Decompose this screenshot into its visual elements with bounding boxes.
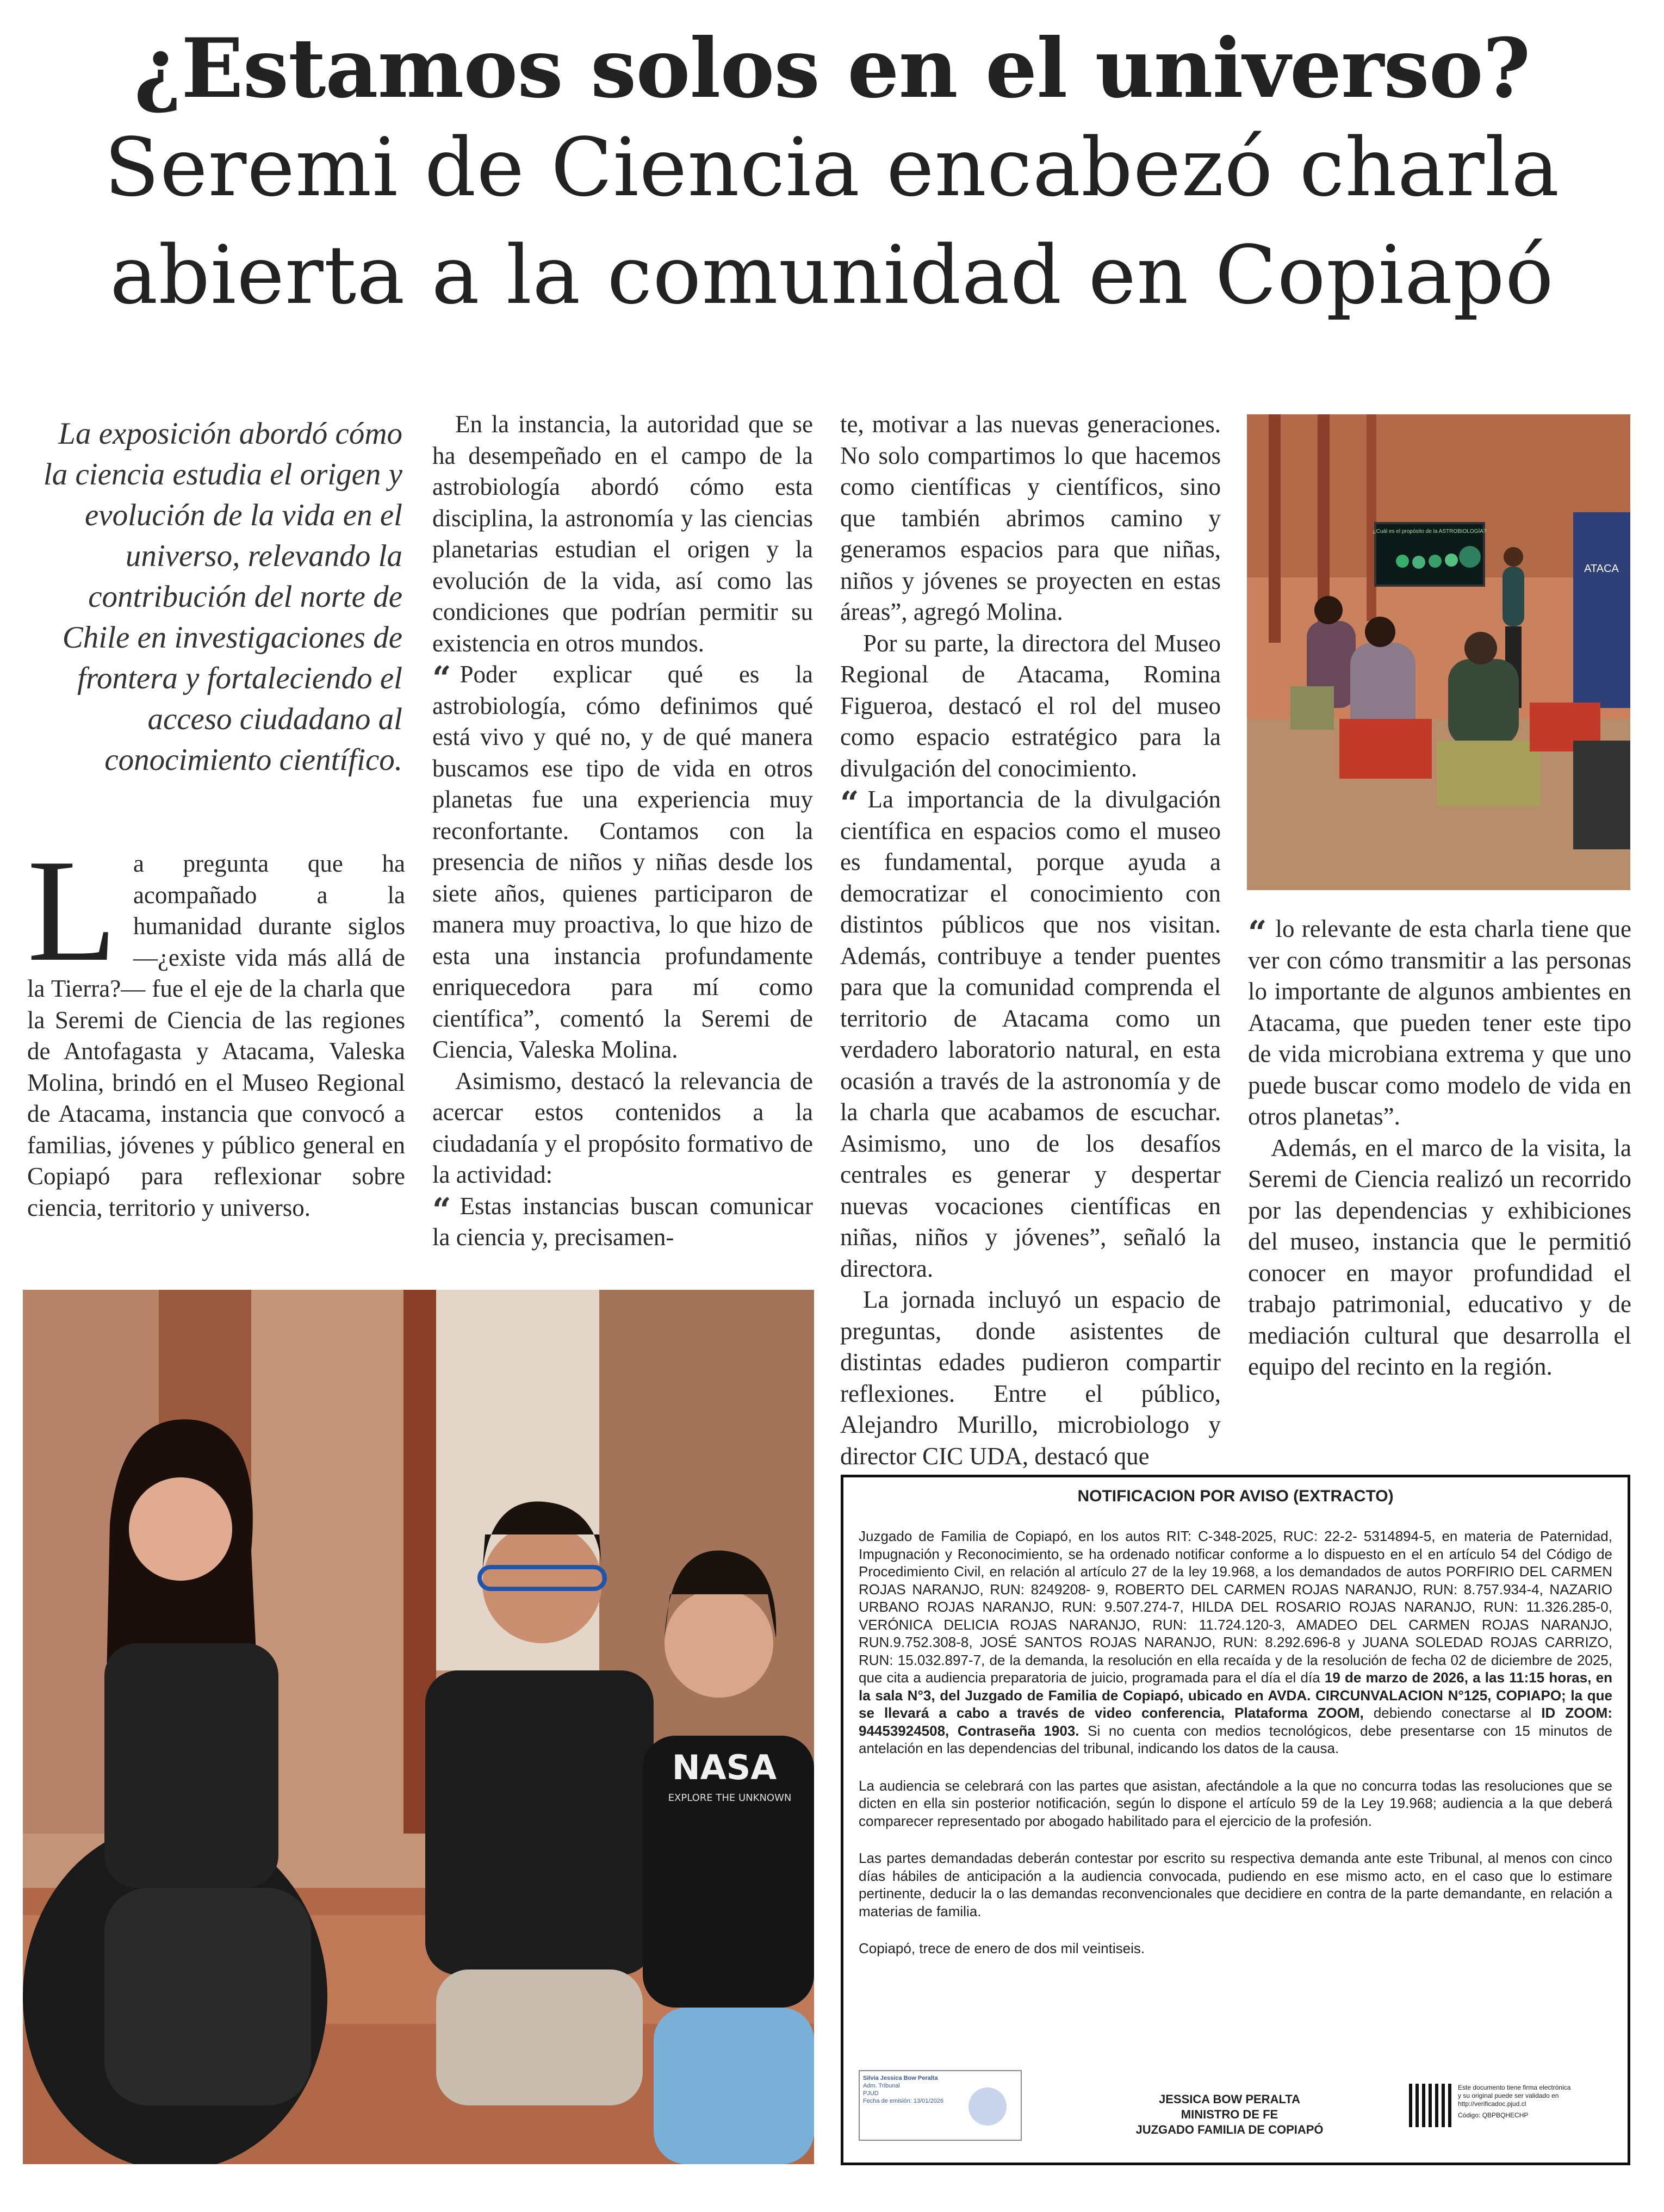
notice-p1-c: debiendo conectarse al bbox=[1373, 1705, 1532, 1721]
quote-mark-icon: “ bbox=[1248, 914, 1267, 952]
shirt-subtext: EXPLORE THE UNKNOWN bbox=[668, 1792, 792, 1804]
col4-quote: lo relevante de esta charla tiene que ver con cómo transmitir a las personas lo importante de algunos ambientes en Atacama, que pueden tener este tipo de vida microbiana extrema y que uno puede buscar como modelo de vida en otros planetas”. bbox=[1248, 915, 1631, 1130]
banner-text: ATACA bbox=[1584, 563, 1619, 575]
stamp-org: PJUD bbox=[863, 2090, 879, 2097]
col4-paragraph: Además, en el marco de la visita, la Seremi de Ciencia realizó un recorrido por las dependencias y exhibiciones del museo, instancia que le permitió conocer en mayor profundidad el trabajo patrimonial, educativo y de mediación cultural que desarrolla el equipo del recinto en la región. bbox=[1248, 1134, 1631, 1380]
col3-paragraph-2: La jornada incluyó un espacio de preguntas, donde asistentes de distintas edades pudieron compartir reflexiones. Entre el público, Alejandro Murillo, microbiologo y director CIC UDA, destacó que bbox=[840, 1286, 1221, 1470]
electronic-stamp bbox=[859, 2070, 1022, 2141]
notice-p1-e: Si no cuenta con medios tecnológicos, debe presentarse con 15 minutos de antelación en las dependencias del tribunal, indicando los datos de la causa. bbox=[859, 1722, 1612, 1756]
notice-paragraph-1 bbox=[859, 1527, 1612, 1757]
notice-paragraph-2: La audiencia se celebrará con las partes que asistan, afectándole a la que no concurra todas las resoluciones que se dicten en ella sin posterior notificación, según lo dispone el artículo 59 de la Ley 19.968; audiencia a la que deberá comparecer representado por abogado habilitado para el ejercicio de la profesión. bbox=[859, 1777, 1612, 1829]
drop-cap: L bbox=[27, 829, 117, 992]
headline-line1: ¿Estamos solos en el universo? bbox=[134, 21, 1530, 116]
notice-p1-a: Juzgado de Familia de Copiapó, en los autos RIT: C-348-2025, RUC: 22-2- 5314894-5, en materia de Paternidad, Impugnación y Reconocimiento, se ha ordenado notificar conforme a lo dispuesto en el en artículo 54 del Código de Procedimiento Civil, en relación al artículo 27 de la ley 19.968, a los demandados de autos PORFIRIO DEL CARMEN ROJAS NARANJO, RUN: 8249208- 9, ROBERTO DEL CARMEN ROJAS NARANJO, RUN: 8.757.934-4, NAZARIO URBANO ROJAS NARANJO, RUN: 9.507.274-7, HILDA DEL ROSARIO ROJAS NARANJO, RUN: 11.326.285-0, VERÓNICA DELICIA ROJAS NARANJO, RUN: 11.724.120-3, AMADEO DEL CARMEN ROJAS NARANJO, RUN.9.752.308-8, JOSÉ SANTOS ROJAS NARANJO, RUN: 8.292.696-8 y JUANA SOLEDAD ROJAS CARRIZO, RUN: 15.032.897-7, de la demanda, la resolución en ella recaída y de la resolución de fecha 02 de diciembre de 2025, que cita a audiencia preparatoria de juicio, programada para el día el día bbox=[859, 1528, 1612, 1686]
signature-role: MINISTRO DE FE bbox=[1181, 2108, 1278, 2121]
col3-quote: La importancia de la divulgación científica en espacios como el museo es fundamental, porque ayuda a democratizar el conocimiento con distintos públicos que nos visitan. Además, contribuye a tender puentes para que la comunidad comprenda el territorio de Atacama como un verdadero laboratorio natural, en esta ocasión a través de la astronomía y de la charla que acabamos de escuchar. Asimismo, uno de los desafíos centrales es generar y despertar nuevas vocaciones científicas en niñas, niños y jóvenes”, señaló la directora. bbox=[840, 786, 1221, 1282]
verify-text bbox=[1458, 2084, 1610, 2120]
verify-url: http://verificadoc.pjud.cl bbox=[1458, 2100, 1526, 2108]
notice-p1-b: 19 de marzo de 2026, a las 11:15 horas, en la sala N°3, del Juzgado de Familia de Copiapó, ubicado en AVDA. CIRCUNVALACION N°125, COPIAPO; la que se llevará a cabo a través de video conferencia, Plataforma ZOOM, bbox=[859, 1669, 1613, 1721]
article-col-4 bbox=[1248, 914, 1631, 1383]
col3-paragraph: Por su parte, la directora del Museo Regional de Atacama, Romina Figueroa, destacó el rol del museo como espacio estratégico para la divulgación del conocimiento. bbox=[840, 629, 1221, 782]
photo-talk-illustration bbox=[1247, 414, 1630, 890]
quote-mark-icon: “ bbox=[432, 1191, 451, 1229]
article-col-1 bbox=[27, 829, 405, 1223]
article-col-3 bbox=[840, 409, 1221, 1472]
notice-p1-d: ID ZOOM: 94453924508, Contraseña 1903. bbox=[859, 1705, 1612, 1739]
signature-court: JUZGADO FAMILIA DE COPIAPÓ bbox=[1135, 2123, 1324, 2136]
photo-talk bbox=[1247, 414, 1630, 890]
stamp-line: Fecha de emisión: 13/01/2026 bbox=[863, 2098, 943, 2104]
screen-title-text: ¿Cuál es el propósito de la ASTROBIOLOGÍA? bbox=[1373, 529, 1487, 535]
verify-line-1: Este documento tiene firma electrónica bbox=[1458, 2084, 1571, 2091]
article-col-2 bbox=[432, 409, 813, 1253]
signature-name: JESSICA BOW PERALTA bbox=[1159, 2092, 1300, 2106]
notice-date: Copiapó, trece de enero de dos mil veintiseis. bbox=[859, 1940, 1145, 1956]
headline-line3: abierta a la comunidad en Copiapó bbox=[110, 228, 1554, 322]
lead-summary: La exposición abordó cómo la ciencia estudia el origen y evolución de la vida en el universo, relevando la contribución del norte de Chile en investigaciones de frontera y fortaleciendo el acceso ciudadano al conocimiento científico. bbox=[43, 417, 402, 777]
verify-line-2: y su original puede ser validado en bbox=[1458, 2092, 1559, 2099]
stamp-name: Silvia Jessica Bow Peralta bbox=[863, 2075, 938, 2081]
padlock-icon bbox=[968, 2087, 1007, 2126]
quote-mark-icon: “ bbox=[840, 785, 859, 823]
col2-quote: Poder explicar qué es la astrobiología, cómo definimos qué está vivo y qué no, y de qué manera buscamos ese tipo de vida en otros planetas fue una experiencia muy reconfortante. Contamos con la presencia de niños y niñas desde los siete años, quienes participaron de manera muy proactiva, lo que hizo de esta una instancia profundamente enriquecedora para mí como científica”, comentó la Seremi de Ciencia, Valeska Molina. bbox=[432, 661, 813, 1063]
notice-paragraph-3: Las partes demandadas deberán contestar por escrito su respectiva demanda ante este Tribunal, al menos con cinco días hábiles de anticipación a la audiencia convocada, pudiendo en ese mismo acto, en el caso que lo estimare pertinente, deducir la o las demandas reconvencionales que decidiere en contra de la parte demandante, en relación a materias de familia. bbox=[859, 1850, 1612, 1919]
qr-code-icon bbox=[1409, 2084, 1452, 2127]
stamp-role: Adm. Tribunal bbox=[863, 2083, 900, 2089]
photo-family-illustration bbox=[23, 1290, 814, 2164]
col2-paragraph-2: Asimismo, destacó la relevancia de acercar estos contenidos a la ciudadanía y el propósito formativo de la actividad: bbox=[432, 1067, 813, 1188]
col3-continuation: te, motivar a las nuevas generaciones. No solo compartimos lo que hacemos como científicas y científicos, sino que también abrimos camino y generamos espacios para que niñas, niños y jóvenes se proyecten en estas áreas”, agregó Molina. bbox=[840, 411, 1221, 625]
signature-block bbox=[1104, 2092, 1355, 2138]
photo-family bbox=[23, 1290, 814, 2164]
headline-line2: Seremi de Ciencia encabezó charla bbox=[104, 121, 1560, 214]
col2-paragraph: En la instancia, la autoridad que se ha desempeñado en el campo de la astrobiología abordó cómo esta disciplina, la astronomía y las ciencias planetarias estudian el origen y la evolución de la vida, así como las condiciones que podrían permitir su existencia en otros mundos. bbox=[432, 411, 813, 657]
col2-quote-2: Estas instancias buscan comunicar la ciencia y, precisamen- bbox=[432, 1192, 813, 1251]
col1-text: a pregunta que ha acompañado a la humanidad durante siglos —¿existe vida más allá de la Tierra?— fue el eje de la charla que la Seremi de Ciencia de las regiones de Antofagasta y Atacama, Valeska Molina, brindó en el Museo Regional de Atacama, instancia que convocó a familias, jóvenes y público general en Copiapó para reflexionar sobre ciencia, territorio y universo. bbox=[27, 850, 405, 1221]
legal-notice bbox=[841, 1475, 1630, 2165]
verify-code: Código: QBPBQHECHP bbox=[1458, 2111, 1529, 2119]
notice-title: NOTIFICACION POR AVISO (EXTRACTO) bbox=[1077, 1487, 1394, 1505]
quote-mark-icon: “ bbox=[432, 660, 451, 698]
shirt-text: NASA bbox=[672, 1748, 777, 1787]
